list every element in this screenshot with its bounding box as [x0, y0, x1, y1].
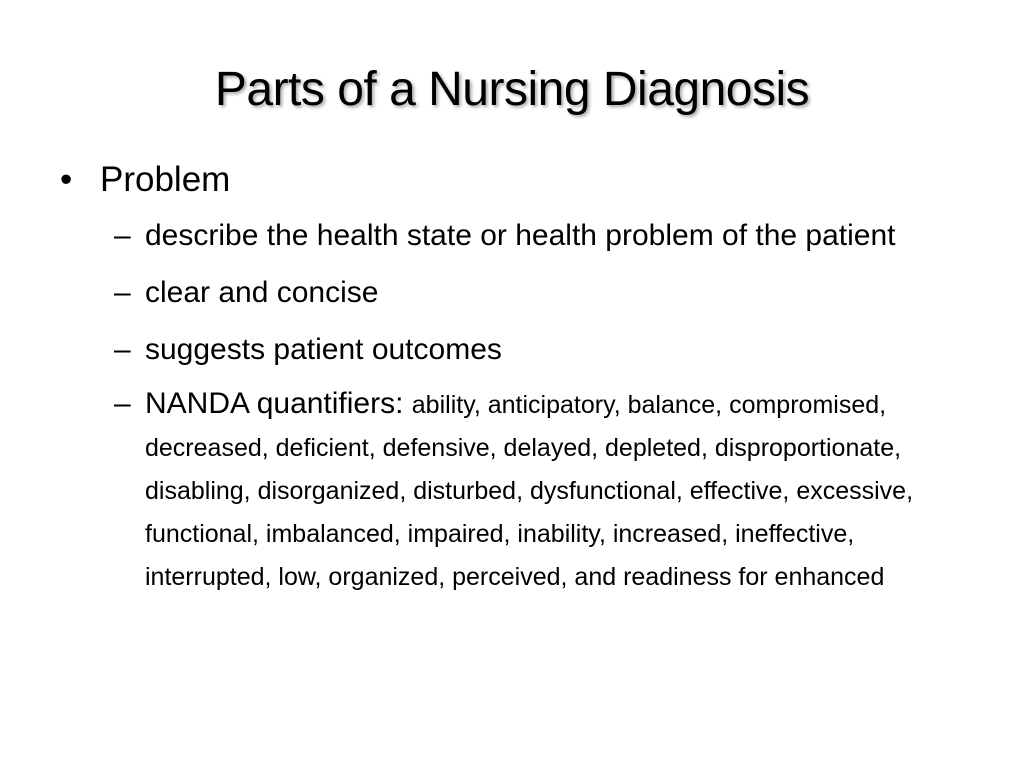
- bullet-text: Problem: [100, 160, 231, 199]
- sub-bullet-text: suggests patient outcomes: [145, 333, 502, 366]
- dash-marker: –: [114, 219, 131, 252]
- sub-bullet-text: clear and concise: [145, 276, 379, 309]
- bullet-problem: [58, 158, 978, 202]
- sub-bullet-item: [58, 269, 978, 316]
- dash-marker: –: [114, 387, 131, 420]
- quantifiers-lead: NANDA quantifiers:: [145, 387, 412, 420]
- sub-bullet-text: describe the health state or health problem of the patient: [145, 219, 896, 252]
- sub-bullet-list: [58, 212, 978, 598]
- dash-marker: –: [114, 333, 131, 366]
- bullet-marker: •: [60, 160, 73, 199]
- slide-content: [58, 158, 978, 608]
- quantifiers-list: ability, anticipatory, balance, compromised, decreased, deficient, defensive, delayed, depleted, disproportionate, disabling, disorganized, disturbed, dysfunctional, effective, excessive, functional, imbalanced, impaired, inability, increased, ineffective, interrupted, low, organized, perceived, and readiness for enhanced: [145, 391, 914, 591]
- sub-bullet-item-quantifiers: [58, 383, 978, 598]
- slide-title: Parts of a Nursing Diagnosis: [214, 63, 810, 116]
- dash-marker: –: [114, 276, 131, 309]
- sub-bullet-item: [58, 212, 978, 259]
- sub-bullet-item: [58, 326, 978, 373]
